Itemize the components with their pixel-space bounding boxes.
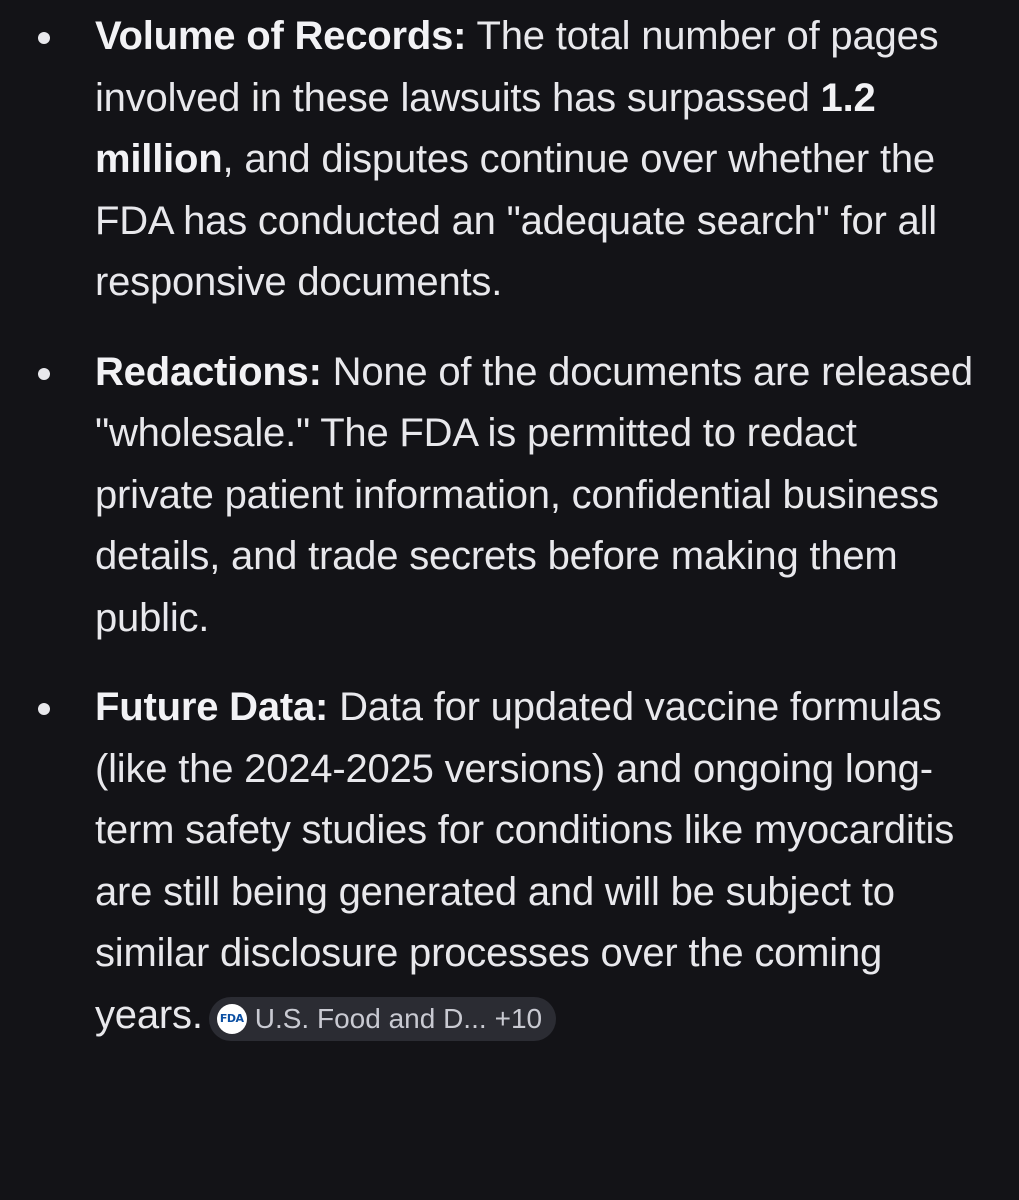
bullet-lead: Future Data:: [95, 685, 329, 729]
source-chip-label: U.S. Food and D...: [254, 1002, 487, 1034]
bullet-lead: Volume of Records:: [95, 14, 467, 58]
bullet-text: None of the documents are released "wholesale." The FDA is permitted to redact private patient information, confidential business details, and trade secrets before making them public.: [95, 349, 973, 640]
bullet-item-future-data: [0, 677, 1019, 1046]
bullet-item-volume-of-records: [0, 6, 1019, 314]
bullet-item-redactions: [0, 342, 1019, 650]
bullet-bold-value: 1.2 million: [95, 75, 876, 181]
bullet-text: The total number of pages involved in these lawsuits has surpassed: [95, 14, 939, 120]
fda-logo-icon: FDA: [217, 1004, 247, 1034]
source-chip-count: +10: [494, 1002, 543, 1034]
bullet-list: [0, 6, 1019, 1074]
source-chip[interactable]: [209, 997, 556, 1041]
bullet-lead: Redactions:: [95, 349, 322, 394]
bullet-text: , and disputes continue over whether the FDA has conducted an "adequate search" for all responsive documents.: [95, 137, 937, 304]
bullet-text: Data for updated vaccine formulas (like the 2024-2025 versions) and ongoing long-term safety studies for conditions like myocarditis are still being generated and will be subject to similar disclosure processes over the coming years.: [95, 685, 955, 1037]
